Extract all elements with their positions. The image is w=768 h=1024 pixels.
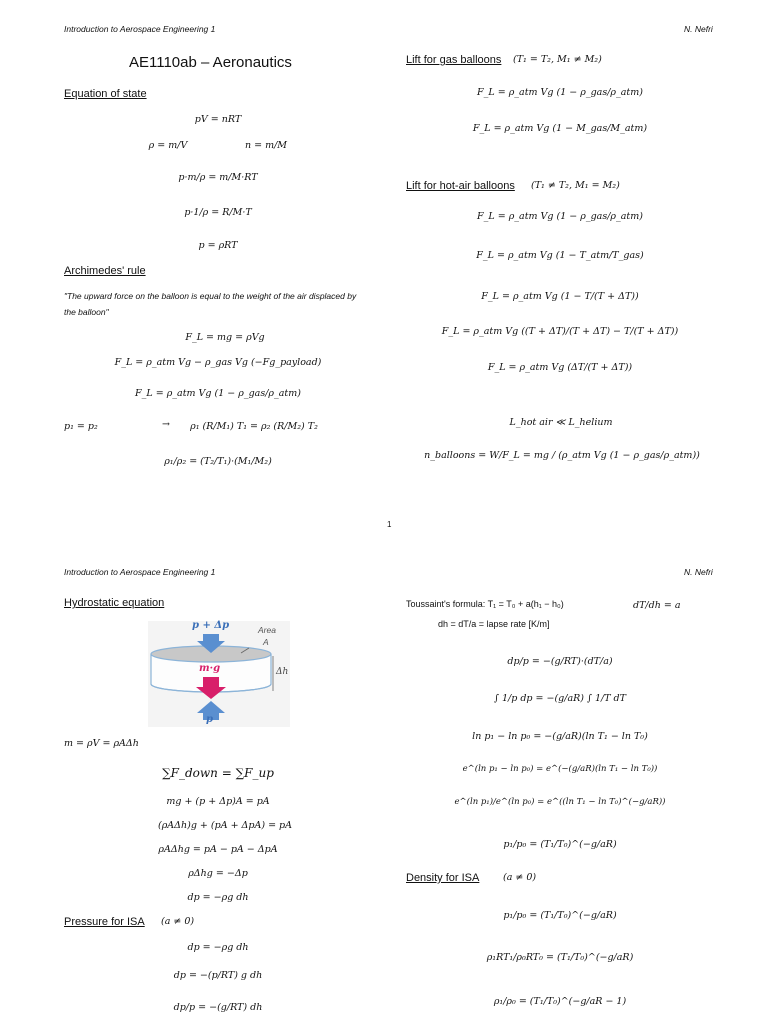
diagram-top-label: p + Δp bbox=[192, 620, 230, 631]
hot-air-eq: F_L = ρ_atm Vg (1 − T/(T + ΔT)) bbox=[481, 291, 639, 302]
hot-air-heading: Lift for hot-air balloons bbox=[406, 180, 515, 192]
eos-eq: ρ = m/V bbox=[148, 140, 188, 151]
hydro-eq: (ρAΔh)g + (pA + ΔpA) = pA bbox=[157, 820, 293, 831]
derivation-eq: p₁/p₀ = (T₁/T₀)^(−g/aR) bbox=[503, 839, 617, 850]
eos-eq: p·m/ρ = m/M·RT bbox=[178, 172, 258, 183]
derivation-eq: e^(ln p₁ − ln p₀) = e^(−(g/aR)(ln T₁ − ln T₀)) bbox=[462, 764, 658, 774]
hot-air-eq: F_L = ρ_atm Vg (1 − T_atm/T_gas) bbox=[476, 250, 644, 261]
diagram-area-label: Area bbox=[258, 625, 276, 635]
page2-header-right: N. Nefri bbox=[684, 567, 713, 577]
derivation-eq: ln p₁ − ln p₀ = −(g/aR)(ln T₁ − ln T₀) bbox=[472, 731, 648, 742]
diagram-weight-label: m·g bbox=[199, 663, 221, 674]
derivation-eq: dp/p = −(g/RT)·(dT/a) bbox=[507, 656, 613, 667]
archimedes-eq: F_L = mg = ρVg bbox=[185, 332, 265, 343]
gas-balloons-heading: Lift for gas balloons bbox=[406, 54, 502, 66]
pressure-isa-eq: dp/p = −(g/RT) dh bbox=[173, 1002, 263, 1013]
lapse-rate-def: dT/dh = a bbox=[633, 600, 681, 611]
eos-eq: p = ρRT bbox=[198, 240, 238, 251]
density-isa-condition: (a ≠ 0) bbox=[503, 872, 537, 883]
archimedes-heading: Archimedes' rule bbox=[64, 265, 146, 277]
gas-condition: (T₁ = T₂, M₁ ≠ M₂) bbox=[513, 54, 602, 65]
page1-header-left: Introduction to Aerospace Engineering 1 bbox=[64, 24, 216, 34]
page-title: AE1110ab – Aeronautics bbox=[129, 54, 292, 71]
pressure-isa-eq: dp = −ρg dh bbox=[187, 942, 249, 953]
density-isa-heading: Density for ISA bbox=[406, 872, 480, 884]
gas-eq: F_L = ρ_atm Vg (1 − M_gas/M_atm) bbox=[472, 123, 648, 134]
page2-header-left: Introduction to Aerospace Engineering 1 bbox=[64, 567, 216, 577]
hydro-eq: ∑F_down = ∑F_up bbox=[162, 766, 274, 780]
hot-air-eq: F_L = ρ_atm Vg (ΔT/(T + ΔT)) bbox=[487, 362, 633, 373]
hot-air-compare: L_hot air ≪ L_helium bbox=[509, 417, 613, 428]
page-number: 1 bbox=[387, 520, 392, 529]
eos-eq: pV = nRT bbox=[194, 114, 242, 125]
eos-eq: n = m/M bbox=[244, 140, 288, 151]
archimedes-eq: ρ₁/ρ₂ = (T₂/T₁)·(M₁/M₂) bbox=[164, 456, 272, 467]
page1-header-right: N. Nefri bbox=[684, 24, 713, 34]
archimedes-eq: ρ₁ (R/M₁) T₁ = ρ₂ (R/M₂) T₂ bbox=[190, 421, 318, 432]
hot-air-eq: F_L = ρ_atm Vg ((T + ΔT)/(T + ΔT) − T/(T + ΔT)) bbox=[441, 326, 679, 337]
toussaint-formula: Toussaint's formula: T₁ = T₀ + a(h₁ − h₀) bbox=[406, 599, 564, 609]
pressure-isa-condition: (a ≠ 0) bbox=[161, 916, 195, 927]
hydro-eq: ρAΔhg = pA − pA − ΔpA bbox=[158, 844, 278, 855]
pressure-isa-eq: dp = −(p/RT) g dh bbox=[173, 970, 263, 981]
mass-eq: m = ρV = ρAΔh bbox=[64, 738, 139, 749]
hot-air-condition: (T₁ ≠ T₂, M₁ = M₂) bbox=[531, 180, 620, 191]
archimedes-eq: F_L = ρ_atm Vg (1 − ρ_gas/ρ_atm) bbox=[135, 388, 301, 399]
density-isa-eq: p₁/p₀ = (T₁/T₀)^(−g/aR) bbox=[503, 910, 617, 921]
lapse-rate-line: dh = dT/a = lapse rate [K/m] bbox=[438, 619, 550, 629]
n-balloons-eq: n_balloons = W/F_L = mg / (ρ_atm Vg (1 − ρ_gas/ρ_atm)) bbox=[424, 450, 700, 461]
eos-eq: p·1/ρ = R/M·T bbox=[184, 207, 252, 218]
gas-eq: F_L = ρ_atm Vg (1 − ρ_gas/ρ_atm) bbox=[477, 87, 643, 98]
diagram-area-symbol: A bbox=[263, 637, 269, 647]
diagram-bottom-label: p bbox=[206, 714, 213, 725]
arrow-symbol: → bbox=[162, 419, 170, 430]
pressure-equal: p₁ = p₂ bbox=[64, 421, 98, 432]
hydrostatic-diagram bbox=[148, 621, 290, 727]
hydro-eq: dp = −ρg dh bbox=[187, 892, 249, 903]
hot-air-eq: F_L = ρ_atm Vg (1 − ρ_gas/ρ_atm) bbox=[477, 211, 643, 222]
eos-heading: Equation of state bbox=[64, 88, 147, 100]
density-isa-eq: ρ₁/ρ₀ = (T₁/T₀)^(−g/aR − 1) bbox=[493, 996, 627, 1007]
density-isa-eq: ρ₁RT₁/ρ₀RT₀ = (T₁/T₀)^(−g/aR) bbox=[486, 952, 634, 963]
pressure-isa-heading: Pressure for ISA bbox=[64, 916, 145, 928]
archimedes-eq: F_L = ρ_atm Vg − ρ_gas Vg (−Fg_payload) bbox=[114, 357, 322, 368]
diagram-height-label: Δh bbox=[276, 667, 289, 677]
hydro-eq: ρΔhg = −Δp bbox=[188, 868, 248, 879]
derivation-eq: e^(ln p₁)/e^(ln p₀) = e^((ln T₁ − ln T₀)^(−g/aR)) bbox=[454, 797, 666, 807]
hydrostatic-heading: Hydrostatic equation bbox=[64, 597, 165, 609]
hydro-eq: mg + (p + Δp)A = pA bbox=[166, 796, 270, 807]
derivation-eq: ∫ 1/p dp = −(g/aR) ∫ 1/T dT bbox=[494, 693, 626, 704]
archimedes-quote: "The upward force on the balloon is equal to the weight of the air displaced by the balloon" bbox=[64, 291, 357, 317]
